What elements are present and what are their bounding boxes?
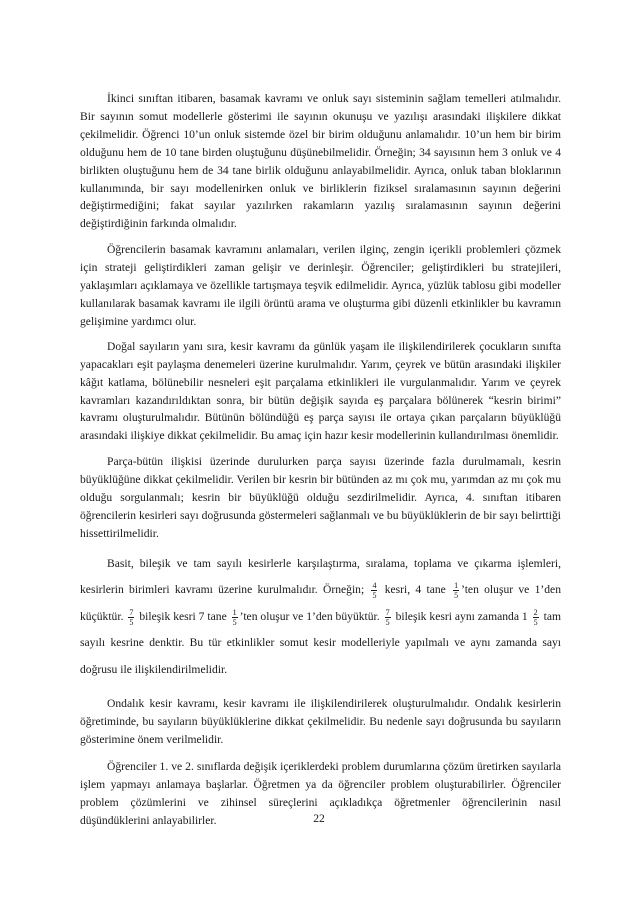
fraction <box>385 608 391 627</box>
fraction <box>128 608 134 627</box>
paragraph-strategies: Öğrencilerin basamak kavramını anlamaları, verilen ilginç, zengin içerikli problemleri çözmek için strateji geliştirdikleri zaman gelişir ve derinleşir. Öğrenciler; geliştirdikleri bu stratejileri, yaklaşımları açıklamaya ve özellikle tartışmaya teşvik edilmelidir. Ayrıca, yüzlük tablosu gibi modeller kullanılarak basamak kavramı ile ilgili örüntü arama ve oluşturma gibi düzenli etkinlikler bu kavramın gelişimine yardımcı olur. <box>80 243 561 328</box>
paragraph-problem-solving: Öğrenciler 1. ve 2. sınıflarda değişik içeriklerdeki problem durumlarına çözüm üretirken sayılarla işlem yapmayı anlamaya başlarlar. Öğretmen ya da öğrenciler problem oluşturabilirler. Öğrenciler problem çözümlerini ve zihinsel süreçlerini açıkladıkça öğretmenler öğrencilerinin nasıl düşündüklerini anlayabilirler. <box>80 759 561 827</box>
text-segment: ’ten oluşur ve 1’den büyüktür. <box>239 609 380 623</box>
document-body <box>80 90 561 830</box>
fraction-denominator: 5 <box>385 617 390 627</box>
paragraph-fraction-types <box>80 551 561 684</box>
paragraph-decimals: Ondalık kesir kavramı, kesir kavramı ile ilişkilendirilerek oluşturulmalıdır. Ondalık kesirlerin öğretiminde, bu sayıların büyüklüklerine dikkat çekilmelidir. Bu nedenle sayı doğrusunda bu sayıların gösterimine önem verilmelidir. <box>80 697 561 747</box>
fraction-numerator: 4 <box>372 581 377 591</box>
fraction-numerator: 7 <box>129 607 134 617</box>
fraction <box>371 581 377 600</box>
paragraph-part-whole: Parça-bütün ilişkisi üzerinde durulurken parça sayısı üzerinde fazla durulmamalı, kesrin büyüklüğüne dikkat çekilmelidir. Verilen bir kesrin bir bütünden az mı çok mu, yarımdan az mı çok mu olduğu sorgulanmalı; kesrin bir büyüklüğü olduğu sezdirilmelidir. Ayrıca, 4. sınıftan itibaren öğrencilerin kesirleri sayı doğrusunda göstermeleri sağlanmalı ve bu büyüklüklerin de bir sayı belirttiği hissettirilmelidir. <box>80 455 561 540</box>
text-segment: kesri, 4 tane <box>384 583 446 597</box>
text-segment: Basit, bileşik ve tam sayılı kesirlerle karşılaştırma, sıralama, toplama ve çıkarma işlemleri, kesirlerin birimleri kavramı üzerine kurulmalıdır. Örneğin; <box>80 556 561 597</box>
text-segment: ’ten oluşur ve 1’den küçüktür. <box>80 583 561 623</box>
fraction-denominator: 5 <box>533 617 538 627</box>
fraction <box>533 608 539 627</box>
text-segment: bileşik kesri aynı zamanda 1 <box>395 609 528 623</box>
fraction-denominator: 5 <box>232 617 237 627</box>
paragraph-place-value: İkinci sınıftan itibaren, basamak kavramı ve onluk sayı sisteminin sağlam temelleri atılmalıdır. Bir sayının somut modellerle gösterimi ile sayının okunuşu ve yazılışı arasındaki ilişkilere dikkat çekilmelidir. Öğrenci 10’un onluk sistemde özel bir birim olduğunu anlamalıdır. 10’un hem bir birim olduğunu hem de 10 tane birden oluştuğunu düşünebilmelidir. Örneğin; 34 sayısının hem 3 onluk ve 4 birlikten oluştuğunu hem de 34 tane birlik olduğunu anlayabilmelidir. Ayrıca, onluk taban bloklarının kullanımında, bir sayı modellenirken onluk ve birliklerin fiziksel sıralamasının sayının değerini değiştirmediğini; fakat sayılar yazılırken rakamların yazılış sıralamasının sayının değerini değiştirdiğinin farkında olmalıdır. <box>80 92 561 231</box>
fraction-numerator: 1 <box>454 581 459 591</box>
fraction-numerator: 2 <box>533 607 538 617</box>
fraction-numerator: 7 <box>385 607 390 617</box>
paragraph-fraction-concept: Doğal sayıların yanı sıra, kesir kavramı da günlük yaşam ile ilişkilendirilerek çocukların sınıfta yapacakları eşit paylaşma denemeleri üzerine kurulmalıdır. Yarım, çeyrek ve bütün arasındaki ilişkiler kâğıt katlama, bölünebilir nesneleri eşit parçalama etkinlikleri ile vurgulanmalıdır. Yarım ve çeyrek kavramları kazandırıldıktan sonra, bir bütün değişik sayıda eş parçalara bölünerek “kesrin birimi” kavramı oluşturulmalıdır. Bütünün bölündüğü eş parça sayısı ile ortaya çıkan parçaların büyüklüğü arasındaki ilişkiye dikkat çekilmelidir. Bu amaç için hazır kesir modellerinin kullandırılması önemlidir. <box>80 339 561 443</box>
fraction-denominator: 5 <box>372 591 377 601</box>
fraction-denominator: 5 <box>129 617 134 627</box>
fraction-denominator: 5 <box>454 591 459 601</box>
text-segment: bileşik kesri 7 tane <box>139 609 227 623</box>
fraction <box>232 608 238 627</box>
text-segment: tam sayılı kesrine denktir. Bu tür etkinlikler somut kesir modelleriyle yapılmalı ve aynı zamanda sayı doğrusu ile ilişkilendirilmelidir. <box>80 609 561 676</box>
fraction <box>453 581 459 600</box>
page-number: 22 <box>313 812 325 825</box>
fraction-numerator: 1 <box>232 607 237 617</box>
